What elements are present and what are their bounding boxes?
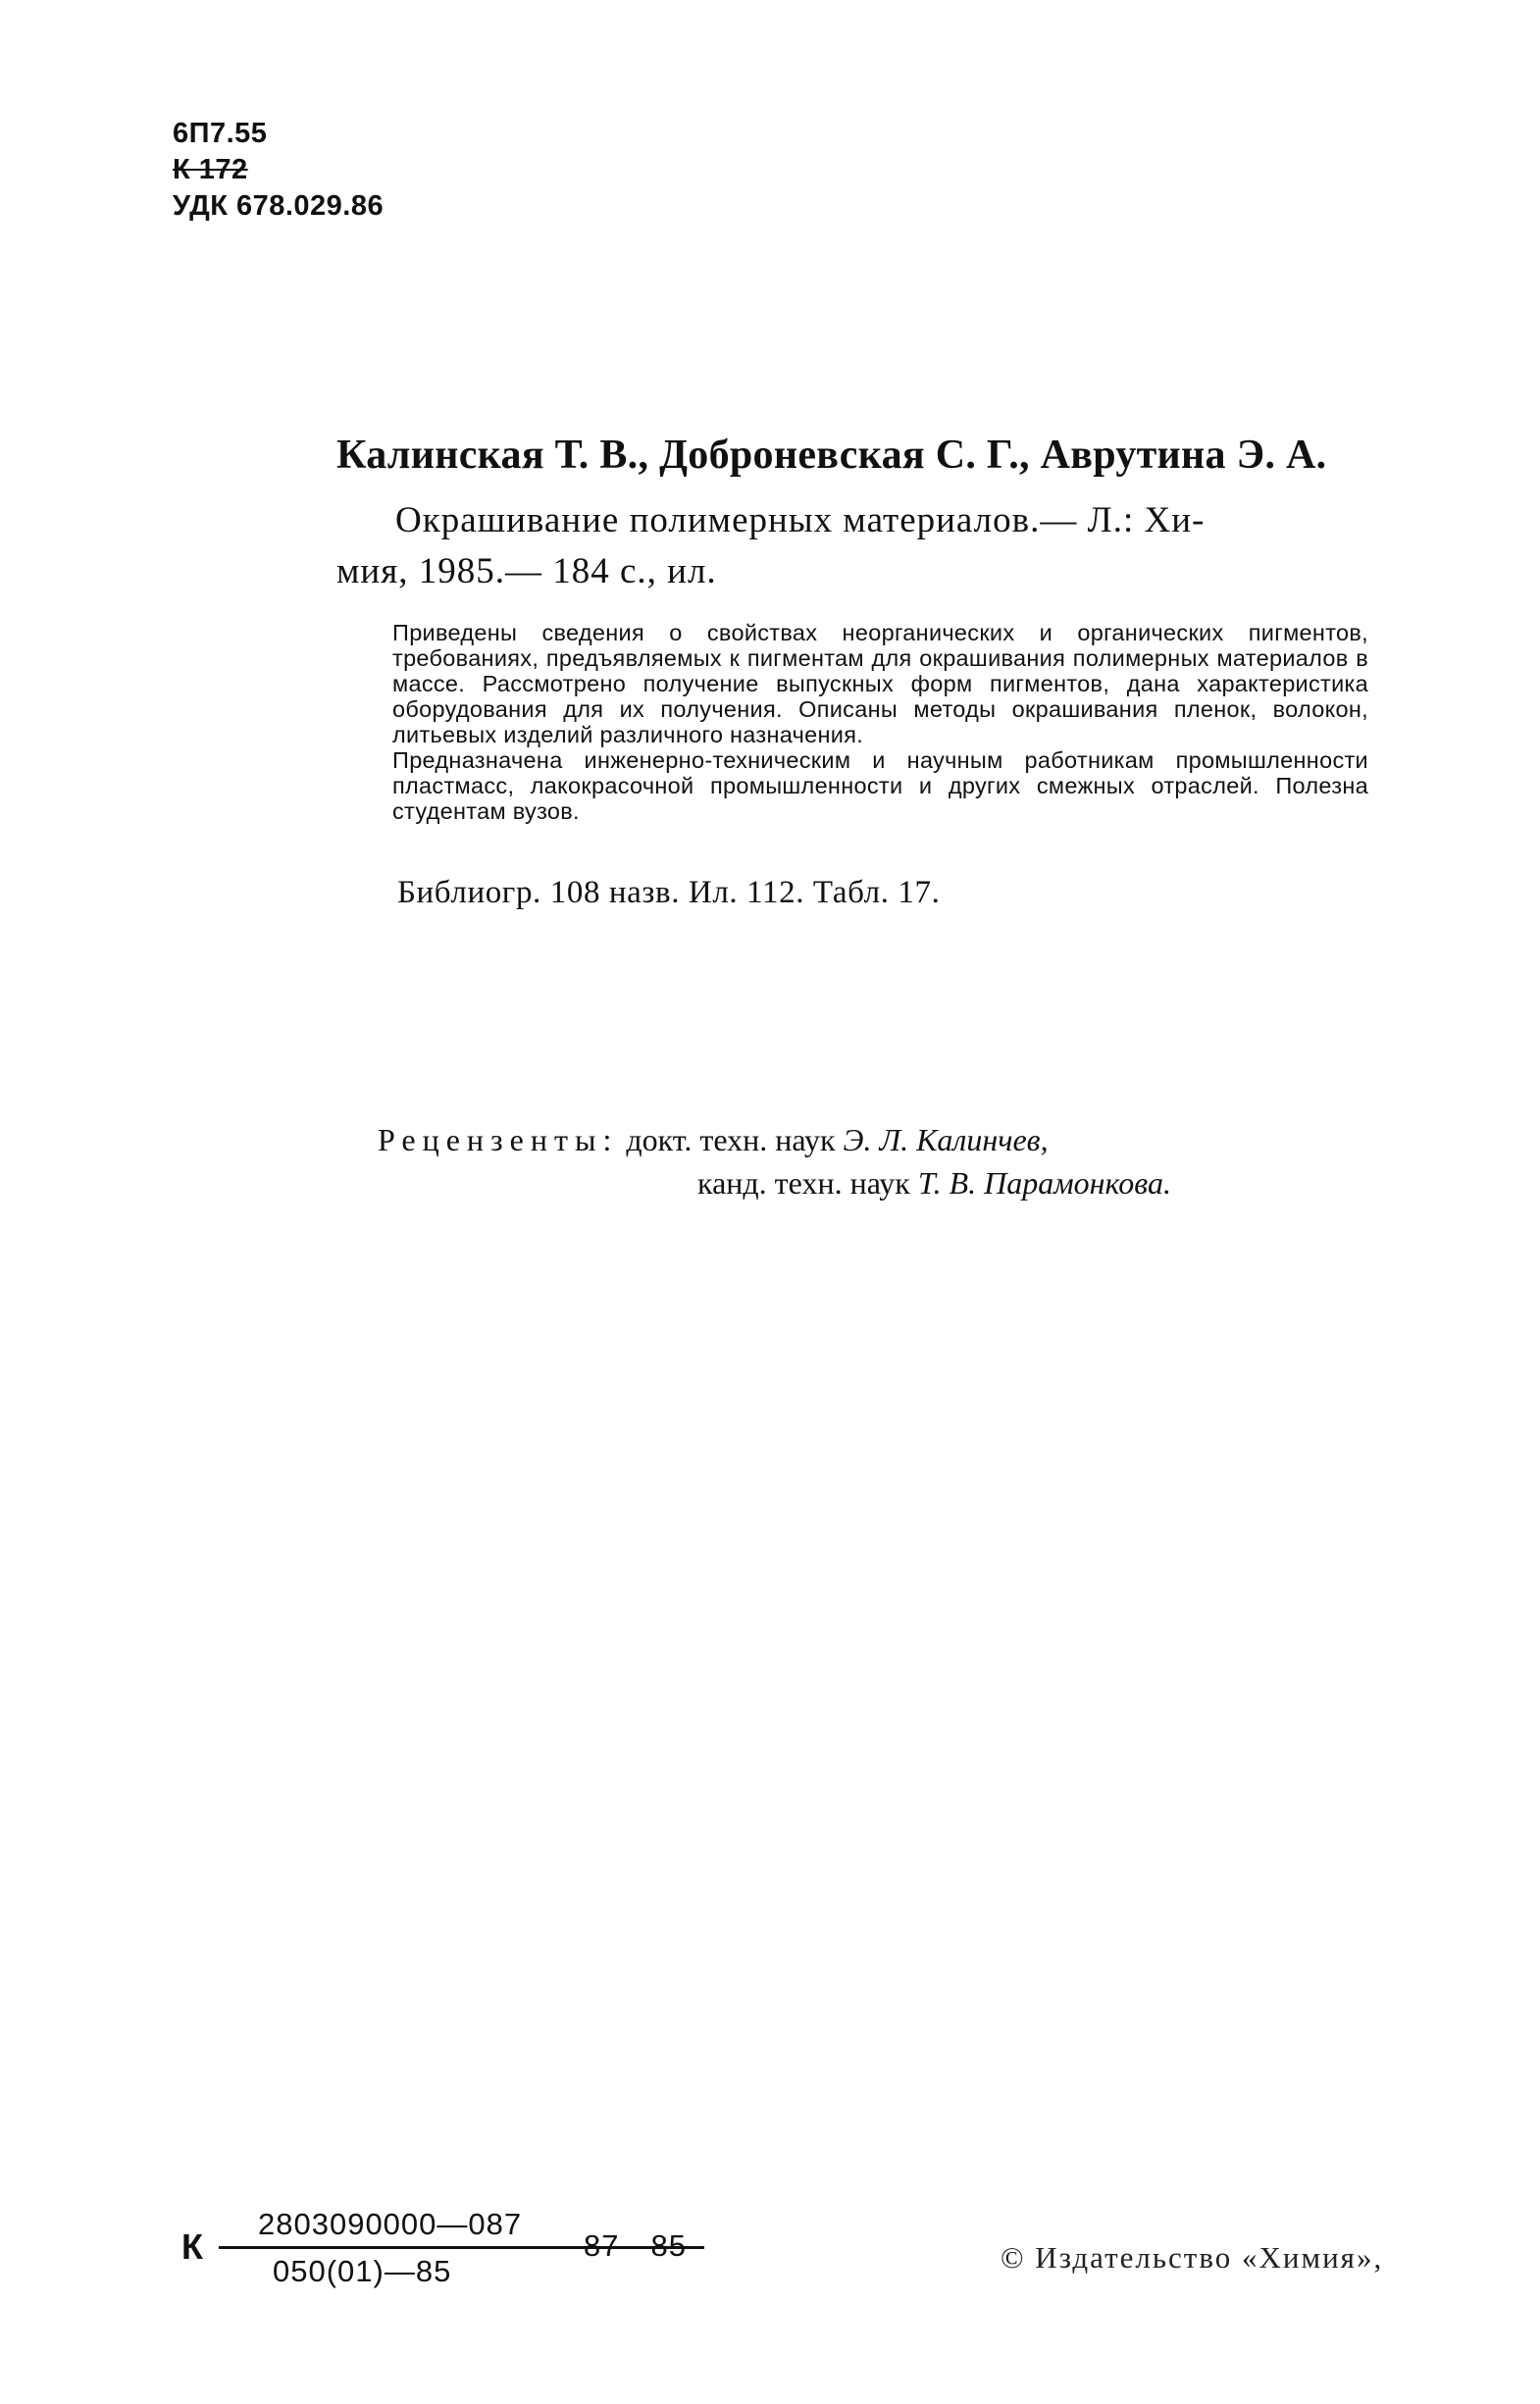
bbk-index: 6П7.55 — [173, 118, 268, 149]
abstract-paragraph-2: Предназначена инженерно-техническим и научным работникам промышленности пластмасс, лакокрасочной промышленности и других смежных отраслей. Полезна студентам вузов. — [392, 747, 1368, 824]
catalog-numerator: 2803090000—087 — [258, 2207, 523, 2241]
reviewer-1-degree: докт. техн. наук — [626, 1122, 836, 1157]
title-block — [336, 495, 1371, 597]
reviewer-line-1 — [378, 1118, 1171, 1161]
reviewer-1-name: Э. Л. Калинчев, — [843, 1122, 1049, 1157]
title-line-1: Окрашивание полимерных материалов.— Л.: Хи- — [395, 500, 1206, 540]
author-mark: К 172 — [173, 154, 248, 185]
reviewer-2-degree: канд. техн. наук — [697, 1165, 910, 1201]
classification-block — [173, 116, 384, 225]
catalog-denominator: 050(01)—85 — [273, 2254, 452, 2288]
reviewer-line-2 — [378, 1161, 1171, 1204]
authors-line: Калинская Т. В., Доброневская С. Г., Аврутина Э. А. — [336, 433, 1327, 478]
catalog-letter: К — [181, 2226, 203, 2267]
catalog-series: 87—85 — [584, 2228, 687, 2263]
bibliography-line: Библиогр. 108 назв. Ил. 112. Табл. 17. — [397, 875, 941, 910]
reviewers-block — [378, 1118, 1171, 1204]
abstract-paragraph-1: Приведены сведения о свойствах неорганических и органических пигментов, требованиях, предъявляемых к пигментам для окрашивания полимерных материалов в массе. Рассмотрено получение выпускных форм пигментов, дана характеристика оборудования для их получения. Описаны методы окрашивания пленок, волокон, литьевых изделий различного назначения. — [392, 620, 1368, 747]
title-line-2: мия, 1985.— 184 с., ил. — [336, 551, 717, 591]
copyright-line: © Издательство «Химия», — [1001, 2240, 1384, 2275]
reviewer-2-name: Т. В. Парамонкова. — [917, 1165, 1171, 1201]
reviewers-label: Рецензенты: — [378, 1122, 619, 1157]
abstract — [392, 620, 1368, 824]
udk-index: УДК 678.029.86 — [173, 190, 385, 222]
